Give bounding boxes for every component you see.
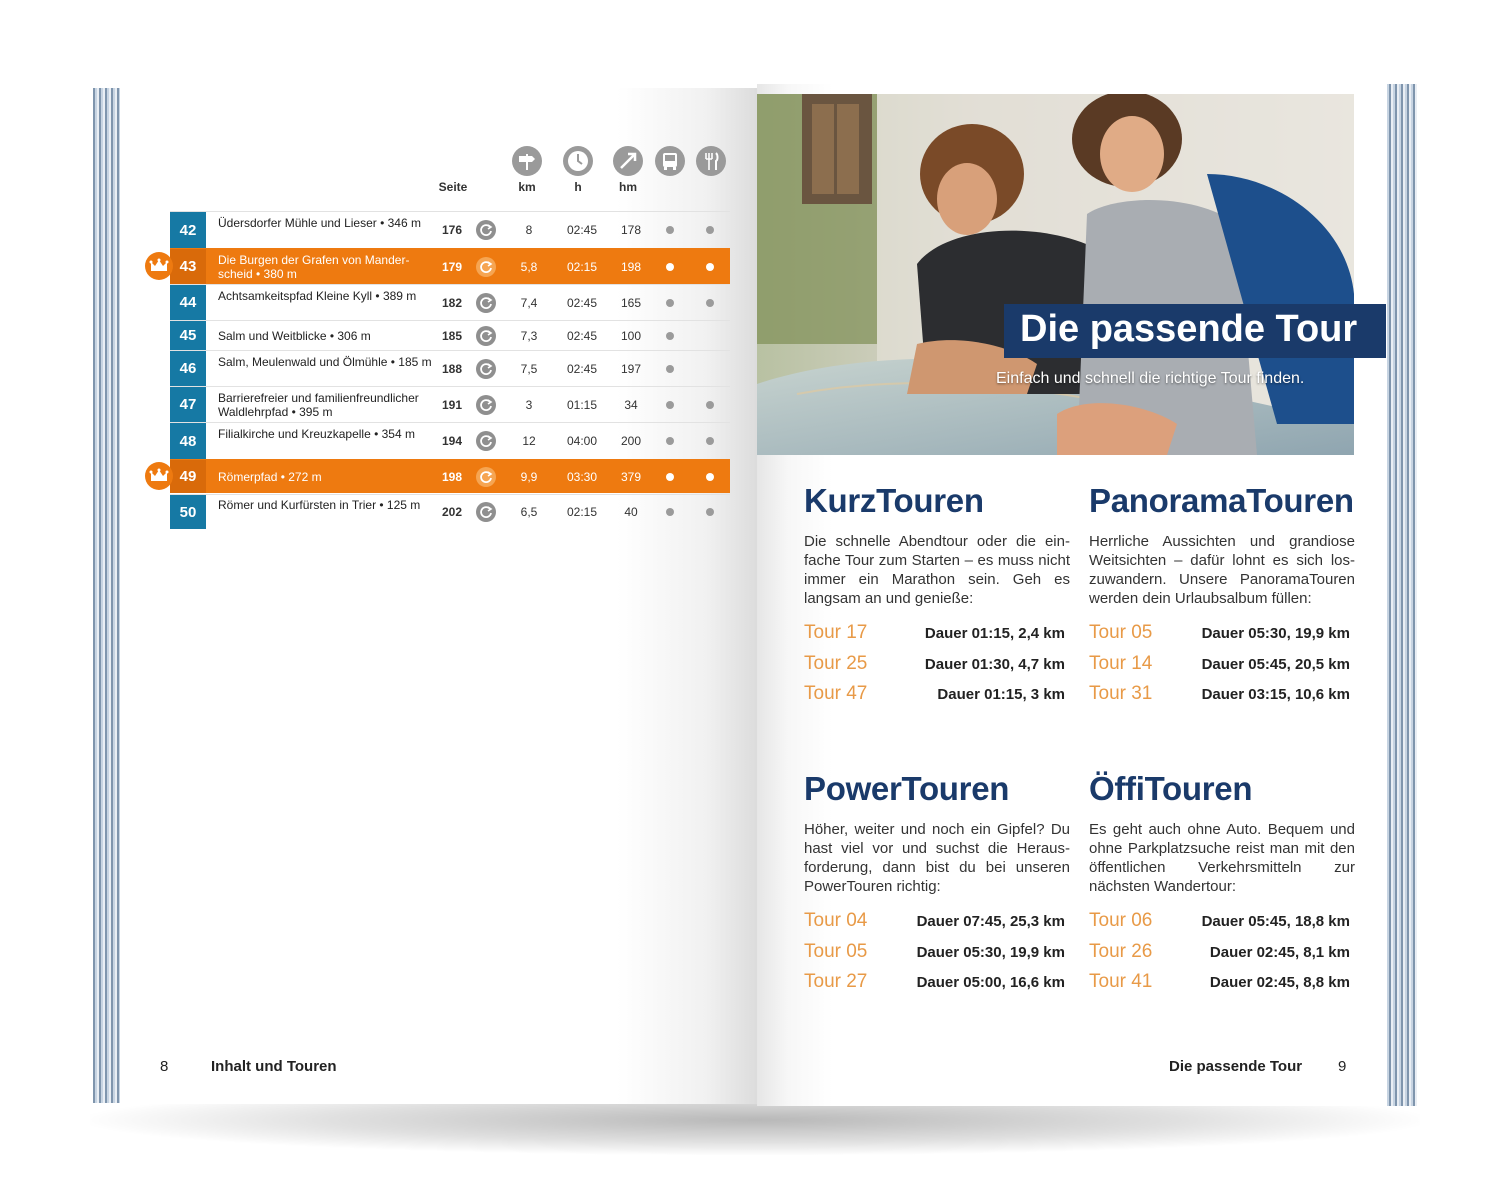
left-running-head xyxy=(211,1058,337,1075)
column-h-label: h xyxy=(574,180,582,194)
tour-number: 44 xyxy=(170,285,206,320)
fork-knife-icon xyxy=(696,146,726,176)
tour-row[interactable] xyxy=(170,350,730,386)
ascent-arrow-icon xyxy=(613,146,643,176)
tour-link[interactable]: Tour 06 xyxy=(1089,910,1153,931)
tour-km: 6,5 xyxy=(520,505,538,519)
loop-icon xyxy=(476,359,496,379)
tour-km: 9,9 xyxy=(520,470,538,484)
tour-link[interactable]: Tour 14 xyxy=(1089,652,1153,674)
right-page-number: 9 xyxy=(1338,1058,1347,1075)
bus-available-dot xyxy=(666,508,674,516)
tour-ascent: 40 xyxy=(624,505,638,519)
tour-link[interactable]: Tour 41 xyxy=(1089,971,1153,992)
column-hm-label: hm xyxy=(619,180,637,194)
tour-link[interactable]: Tour 47 xyxy=(804,683,868,704)
category-title: ÖffiTouren xyxy=(1089,770,1253,807)
tour-ascent: 178 xyxy=(620,223,642,237)
tour-duration-distance: Dauer 05:45, 20,5 km xyxy=(1201,655,1350,673)
tour-page: 188 xyxy=(441,362,463,376)
category-title: KurzTouren xyxy=(804,482,984,519)
tour-title: Römer und Kurfürsten in Trier • 125 m xyxy=(218,498,421,512)
tour-duration: 01:15 xyxy=(566,398,598,412)
food-available-dot xyxy=(706,437,714,445)
tour-duration-distance: Dauer 01:15, 3 km xyxy=(937,686,1065,703)
tour-number: 45 xyxy=(170,321,206,350)
tour-duration-distance: Dauer 01:15, 2,4 km xyxy=(924,625,1065,642)
bus-available-dot xyxy=(666,299,674,307)
tour-ascent: 197 xyxy=(620,362,642,376)
tour-page: 176 xyxy=(441,223,463,237)
tour-title: Barrierefreier und familienfreundlicher Waldlehrpfad • 395 m xyxy=(218,391,419,419)
bus-available-dot xyxy=(666,263,674,271)
bus-available-dot xyxy=(666,401,674,409)
crown-icon xyxy=(145,462,173,490)
tour-duration-distance: Dauer 05:30, 19,9 km xyxy=(1201,625,1350,642)
tour-title: Achtsamkeitspfad Kleine Kyll • 389 m xyxy=(218,289,417,303)
column-seite-label: Seite xyxy=(438,180,468,194)
tour-ascent: 200 xyxy=(620,434,642,448)
tour-duration-distance: Dauer 05:45, 18,8 km xyxy=(1201,913,1350,930)
tour-km: 5,8 xyxy=(520,260,538,274)
tour-row[interactable] xyxy=(170,494,730,529)
tour-link[interactable]: Tour 17 xyxy=(804,622,868,643)
hero-title: Die passende Tour xyxy=(1020,308,1358,350)
food-available-dot xyxy=(706,508,714,516)
tour-title: Üdersdorfer Mühle und Lieser • 346 m xyxy=(218,216,421,230)
tour-duration-distance: Dauer 02:45, 8,8 km xyxy=(1209,974,1350,991)
left-running-head-text: Inhalt und Touren xyxy=(211,1058,337,1075)
tour-ascent: 165 xyxy=(620,296,642,310)
tour-title: Die Burgen der Grafen von Manderscheid • 380 m xyxy=(218,253,410,281)
food-available-dot xyxy=(706,401,714,409)
bus-available-dot xyxy=(666,437,674,445)
category-description: Es geht auch ohne Auto. Bequem und ohne Parkplatzsuche reist man mit den öffentlichen Verkehrsmitteln zur nächsten Wandertour: xyxy=(1089,821,1355,895)
tour-duration: 02:45 xyxy=(566,362,598,376)
loop-icon xyxy=(476,220,496,240)
tour-page: 182 xyxy=(441,296,463,310)
tour-link[interactable]: Tour 26 xyxy=(1089,940,1153,962)
tour-number: 48 xyxy=(170,423,206,459)
tour-duration: 02:45 xyxy=(566,329,598,343)
tour-duration: 02:15 xyxy=(566,505,598,519)
tour-page: 185 xyxy=(441,329,463,343)
category-description: Herrliche Aussichten und grandiose Weitsichten – dafür lohnt es sich loszuwandern. Unsere PanoramaTouren werden dein Urlaubsalbum füllen: xyxy=(1089,533,1355,607)
tour-page: 191 xyxy=(441,398,463,412)
loop-icon xyxy=(476,326,496,346)
clock-icon xyxy=(563,146,593,176)
tour-km: 8 xyxy=(525,223,533,237)
food-available-dot xyxy=(706,226,714,234)
tour-title: Filialkirche und Kreuzkapelle • 354 m xyxy=(218,427,415,441)
tour-duration-distance: Dauer 03:15, 10,6 km xyxy=(1201,686,1350,703)
tour-link[interactable]: Tour 05 xyxy=(804,940,868,962)
bus-available-dot xyxy=(666,226,674,234)
tour-ascent: 100 xyxy=(620,329,642,343)
crown-icon xyxy=(145,252,173,280)
food-available-dot xyxy=(706,263,714,271)
tour-duration-distance: Dauer 02:45, 8,1 km xyxy=(1209,943,1350,961)
tour-title: Salm und Weitblicke • 306 m xyxy=(218,329,371,343)
left-page-number: 8 xyxy=(160,1058,169,1075)
loop-icon xyxy=(476,257,496,277)
book-edge-right xyxy=(1385,84,1417,1106)
tour-link[interactable]: Tour 27 xyxy=(804,971,868,992)
column-km-label: km xyxy=(518,180,536,194)
bus-icon xyxy=(655,146,685,176)
tour-ascent: 198 xyxy=(620,260,642,274)
loop-icon xyxy=(476,502,496,522)
tour-page: 198 xyxy=(441,470,463,484)
tour-km: 7,4 xyxy=(520,296,538,310)
tour-km: 12 xyxy=(522,434,536,448)
tour-ascent: 34 xyxy=(624,398,638,412)
tour-title: Salm, Meulenwald und Ölmühle • 185 m xyxy=(218,355,432,369)
food-available-dot xyxy=(706,299,714,307)
tour-link[interactable]: Tour 31 xyxy=(1089,683,1153,704)
category-description: Die schnelle Abendtour oder die einfache Tour zum Starten – es muss nicht immer ein Marathon sein. Geh es langsam an und genieße: xyxy=(804,533,1070,607)
tour-row[interactable] xyxy=(170,248,730,284)
tour-km: 7,5 xyxy=(520,362,538,376)
hero-photo xyxy=(757,94,1354,455)
tour-row[interactable] xyxy=(170,211,730,248)
tour-duration: 03:30 xyxy=(566,470,598,484)
tour-page: 202 xyxy=(441,505,463,519)
tour-row[interactable] xyxy=(170,284,730,320)
category-title: PowerTouren xyxy=(804,770,1010,807)
tour-duration-distance: Dauer 05:30, 19,9 km xyxy=(916,943,1065,961)
hero-subtitle: Einfach und schnell die richtige Tour finden. xyxy=(996,370,1305,387)
loop-icon xyxy=(476,467,496,487)
bus-available-dot xyxy=(666,332,674,340)
category-description: Höher, weiter und noch ein Gipfel? Du hast viel vor und suchst die Herausforderung, dann bist du bei unseren PowerTouren richtig: xyxy=(804,821,1070,895)
tour-duration: 02:15 xyxy=(566,260,598,274)
tour-link[interactable]: Tour 25 xyxy=(804,652,868,674)
tour-row[interactable] xyxy=(170,459,730,493)
loop-icon xyxy=(476,293,496,313)
tour-duration: 02:45 xyxy=(566,296,598,310)
food-available-dot xyxy=(706,473,714,481)
loop-icon xyxy=(476,431,496,451)
tour-duration: 04:00 xyxy=(566,434,598,448)
tour-duration-distance: Dauer 01:30, 4,7 km xyxy=(924,655,1065,673)
tour-page: 194 xyxy=(441,434,463,448)
tour-number: 46 xyxy=(170,351,206,386)
tour-duration: 02:45 xyxy=(566,223,598,237)
tour-number: 42 xyxy=(170,212,206,248)
tour-title: Römerpfad • 272 m xyxy=(218,470,322,484)
tour-number: 43 xyxy=(170,249,206,284)
tour-row[interactable] xyxy=(170,320,730,350)
tour-number: 50 xyxy=(170,495,206,529)
bus-available-dot xyxy=(666,365,674,373)
tour-page: 179 xyxy=(441,260,463,274)
signpost-icon xyxy=(512,146,542,176)
right-running-head-text: Die passende Tour xyxy=(1169,1058,1303,1075)
tour-link[interactable]: Tour 04 xyxy=(804,910,868,931)
tour-km: 3 xyxy=(525,398,533,412)
tour-row[interactable] xyxy=(170,422,730,459)
bus-available-dot xyxy=(666,473,674,481)
loop-icon xyxy=(476,395,496,415)
tour-number: 49 xyxy=(170,460,206,493)
tour-link[interactable]: Tour 05 xyxy=(1089,622,1153,643)
tour-row[interactable] xyxy=(170,386,730,422)
tour-number: 47 xyxy=(170,387,206,422)
category-title: PanoramaTouren xyxy=(1089,482,1354,519)
tour-duration-distance: Dauer 07:45, 25,3 km xyxy=(916,913,1065,930)
right-running-head xyxy=(1169,1058,1302,1075)
tour-ascent: 379 xyxy=(620,470,642,484)
tour-duration-distance: Dauer 05:00, 16,6 km xyxy=(916,974,1065,991)
tour-km: 7,3 xyxy=(520,329,538,343)
